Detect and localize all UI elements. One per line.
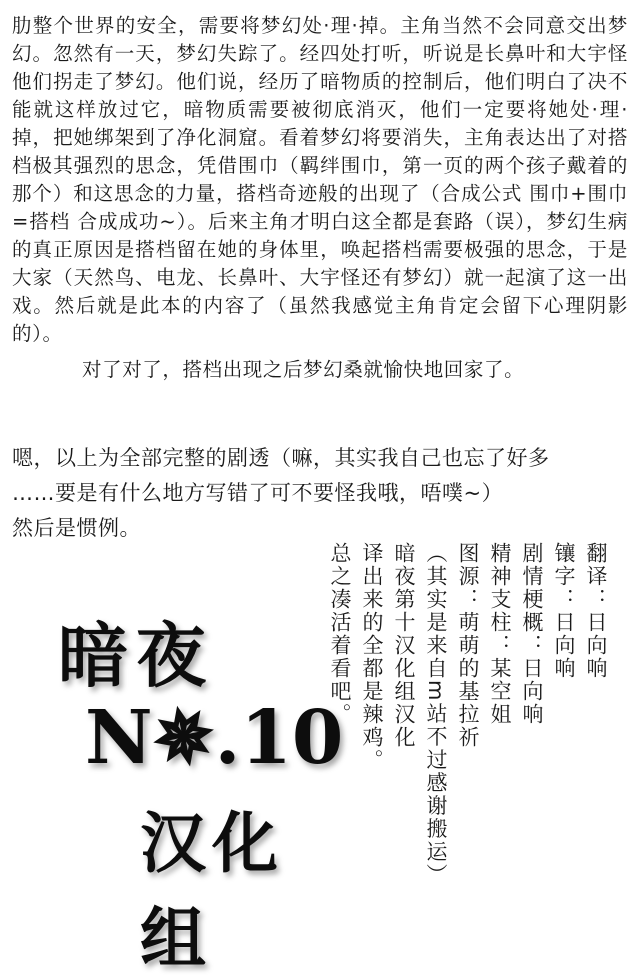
- closing-remarks: [12, 441, 628, 546]
- logo-number: [85, 689, 344, 787]
- closing-line-1: 嗯，以上为全部完整的剧透（嘛，其实我自己也忘了好多: [12, 446, 550, 470]
- credit-plot-summary: 剧情梗概：日向响: [520, 542, 544, 726]
- credit-typesetting: 镶字：日向响: [552, 542, 576, 680]
- credit-source-note: （其实是来自m站不过感谢搬运）: [424, 542, 448, 887]
- closing-line-2: ……要是有什么地方写错了可不要怪我哦，唔噗~）: [12, 481, 504, 505]
- logo-number-suffix: .10: [214, 695, 344, 781]
- credit-closing: 总之凑活着看吧。: [328, 542, 352, 726]
- logo-title: 暗夜: [58, 614, 214, 697]
- credits-block: [324, 542, 612, 922]
- story-paragraph: 肋整个世界的安全，需要将梦幻处·理·掉。主角当然不会同意交出梦幻。忽然有一天，梦幻失踪了。经四处打听，听说是长鼻叶和大宇怪他们拐走了梦幻。他们说，经历了暗物质的控制后，他们明白了决不能就这样放过它，暗物质需要被彻底消灭，他们一定要将她处·理·掉，把她绑架到了净化洞窟。看着梦幻将要消失，主角表达出了对搭档极其强烈的思念，凭借围巾（羁绊围巾，第一页的两个孩子戴着的那个）和这思念的力量，搭档奇迹般的出现了（合成公式 围巾+围巾=搭档 合成成功~）。后来主角才明白这全都是套路（误），梦幻生病的真正原因是搭档留在她的身体里，唤起搭档需要极强的思念，于是大家（天然鸟、电龙、长鼻叶、大宇怪还有梦幻）就一起演了这一出戏。然后就是此本的内容了（虽然我感觉主角肯定会留下心理阴影的）。: [12, 14, 628, 345]
- credit-group: 暗夜第十汉化组汉化: [392, 542, 416, 749]
- story-summary: [12, 12, 628, 384]
- credit-spiritual-support: 精神支柱：某空姐: [488, 542, 512, 726]
- credit-disclaimer: 译出来的全都是辣鸡。: [360, 542, 384, 772]
- group-logo: [40, 600, 344, 977]
- credit-translation: 翻译：日向响: [584, 542, 608, 680]
- closing-line-3: 然后是惯例。: [12, 516, 141, 540]
- logo-subtitle: 汉化组: [140, 804, 284, 977]
- star-icon: ✵: [144, 689, 223, 787]
- story-note: 对了对了，搭档出现之后梦幻桑就愉快地回家了。: [82, 358, 525, 381]
- logo-number-prefix: N: [85, 695, 153, 781]
- credit-image-source: 图源：萌萌的基拉祈: [456, 542, 480, 749]
